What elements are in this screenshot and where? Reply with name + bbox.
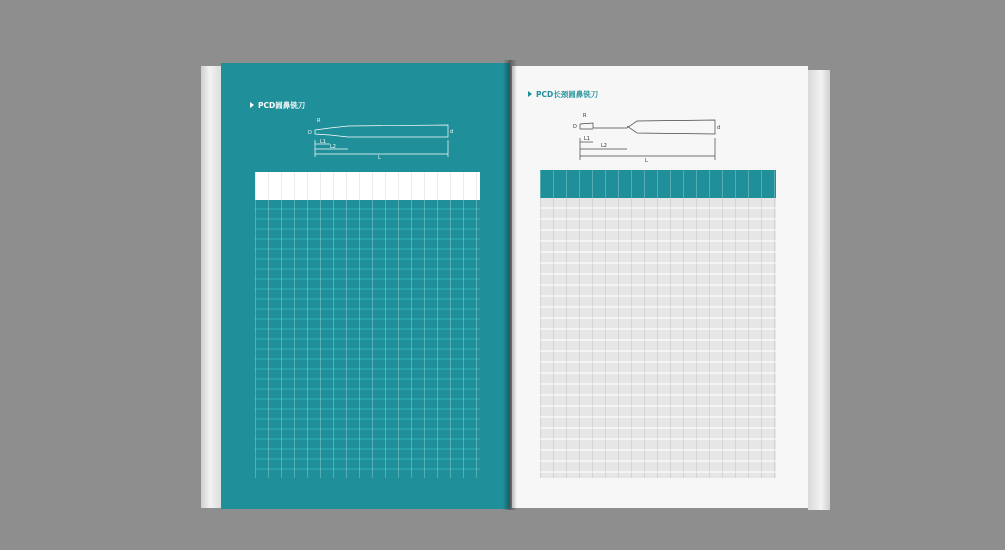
- left-diagram-d-label: D: [308, 130, 312, 136]
- right-table-header: [540, 170, 776, 198]
- triangle-bullet-icon: [250, 102, 254, 108]
- right-diagram-d-label: D: [573, 124, 577, 130]
- right-diagram-r-label: R: [583, 113, 587, 119]
- right-diagram-shank-label: d: [717, 125, 721, 131]
- left-diagram-l1-label: L1: [320, 139, 326, 145]
- right-table-body: [540, 198, 776, 478]
- left-table-header: [255, 172, 480, 200]
- left-spec-table: [255, 172, 480, 478]
- left-diagram-shank-label: d: [450, 129, 454, 135]
- left-diagram-r-label: R: [317, 118, 321, 124]
- left-diagram-l2-label: L2: [330, 144, 336, 150]
- left-tool-diagram: [300, 112, 460, 162]
- right-page-title: [528, 89, 598, 100]
- book-gutter: [503, 60, 517, 510]
- triangle-bullet-icon: [528, 91, 532, 97]
- left-diagram-l-label: L: [378, 155, 381, 161]
- left-title-text: PCD圆鼻铣刀: [258, 101, 306, 110]
- right-tool-diagram: [565, 108, 735, 163]
- left-table-body: [255, 200, 480, 478]
- right-diagram-l-label: L: [645, 158, 648, 163]
- right-spec-table: [540, 170, 776, 478]
- left-page-stack: [201, 66, 223, 508]
- right-diagram-l2-label: L2: [601, 143, 607, 149]
- right-diagram-l1-label: L1: [584, 136, 590, 142]
- right-page-stack: [808, 70, 830, 510]
- left-page-title: [250, 100, 305, 111]
- right-title-text: PCD长颈圆鼻铣刀: [536, 90, 599, 99]
